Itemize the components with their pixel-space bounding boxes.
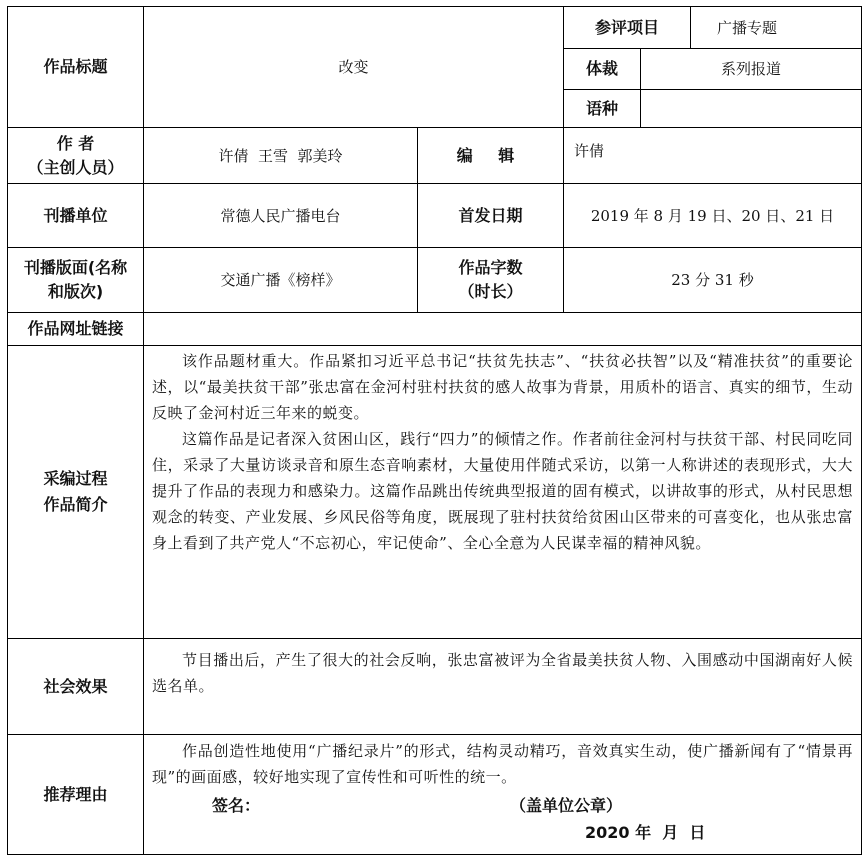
editor-value: 许倩 bbox=[574, 142, 605, 160]
language-value bbox=[641, 90, 861, 127]
url-label: 作品网址链接 bbox=[27, 319, 124, 338]
process-text bbox=[152, 348, 853, 556]
layout-value: 交通广播《榜样》 bbox=[220, 271, 341, 289]
title-label: 作品标题 bbox=[43, 57, 108, 76]
reason-label: 推荐理由 bbox=[43, 784, 108, 804]
title-value: 改变 bbox=[338, 58, 369, 76]
seal-label: （盖单位公章） bbox=[510, 796, 623, 815]
process-paragraph: 该作品题材重大。作品紧扣习近平总书记“扶贫先扶志”、“扶贫必扶智”以及“精准扶贫”的重要论述，以“最美扶贫干部”张忠富在金河村驻村扶贫的感人故事为背景，用质朴的语言、真实的细节，生动反映了金河村近三年来的蜕变。 bbox=[152, 352, 853, 422]
process-label-line2: 作品简介 bbox=[43, 495, 108, 514]
length-label-line2: （时长） bbox=[458, 282, 523, 301]
first-date-label: 首发日期 bbox=[458, 205, 523, 225]
effect-label: 社会效果 bbox=[43, 676, 108, 696]
reason-text bbox=[152, 738, 853, 790]
process-paragraph: 这篇作品是记者深入贫困山区，践行“四力”的倾情之作。作者前往金河村与扶贫干部、村民同吃同住，采录了大量访谈录音和原生态音响素材，大量使用伴随式采访，以第一人称讲述的表现形式，大大提升了作品的表现力和感染力。这篇作品跳出传统典型报道的固有模式，以讲故事的形式，从村民思想观念的转变、产业发展、乡风民俗等角度，既展现了驻村扶贫给贫困山区带来的可喜变化，也从张忠富身上看到了共产党人“不忘初心，牢记使命”、全心全意为人民谋幸福的精神风貌。 bbox=[152, 430, 853, 552]
effect-paragraph: 节目播出后，产生了很大的社会反响，张忠富被评为全省最美扶贫人物、入围感动中国湖南好人候选名单。 bbox=[152, 651, 853, 695]
length-label bbox=[418, 248, 563, 312]
author-label bbox=[8, 128, 143, 183]
author-value: 许倩 王雪 郭美玲 bbox=[218, 146, 343, 165]
border-right bbox=[861, 6, 862, 855]
length-label-line1: 作品字数 bbox=[458, 258, 523, 277]
layout-label bbox=[8, 248, 143, 312]
layout-label-line1: 刊播版面(名称 bbox=[23, 258, 128, 277]
first-date-value: 2019 年 8 月 19 日、20 日、21 日 bbox=[590, 206, 835, 225]
reason-paragraph: 作品创造性地使用“广播纪录片”的形式，结构灵动精巧，音效真实生动，使广播新闻有了“情景再现”的画面感，较好地实现了宣传性和可听性的统一。 bbox=[152, 742, 853, 786]
author-label-line1: 作 者 bbox=[56, 133, 95, 153]
category-label: 参评项目 bbox=[594, 17, 659, 37]
length-value: 23 分 31 秒 bbox=[671, 271, 754, 289]
url-value bbox=[144, 313, 861, 345]
effect-text bbox=[152, 647, 853, 699]
border-bottom bbox=[7, 854, 862, 855]
sign-date: 2020 年 月 日 bbox=[585, 823, 706, 842]
process-label-line1: 采编过程 bbox=[43, 469, 108, 488]
sign-label: 签名： bbox=[212, 796, 261, 815]
category-value: 广播专题 bbox=[717, 18, 778, 37]
layout-label-line2: 和版次) bbox=[47, 282, 104, 301]
language-label: 语种 bbox=[585, 98, 618, 118]
editor-label: 编 辑 bbox=[456, 145, 525, 165]
process-label bbox=[8, 346, 143, 638]
publisher-label: 刊播单位 bbox=[43, 205, 108, 225]
author-label-line2: （主创人员） bbox=[27, 157, 124, 177]
genre-label: 体裁 bbox=[585, 59, 618, 78]
publisher-value: 常德人民广播电台 bbox=[220, 206, 341, 225]
genre-value: 系列报道 bbox=[720, 60, 781, 78]
